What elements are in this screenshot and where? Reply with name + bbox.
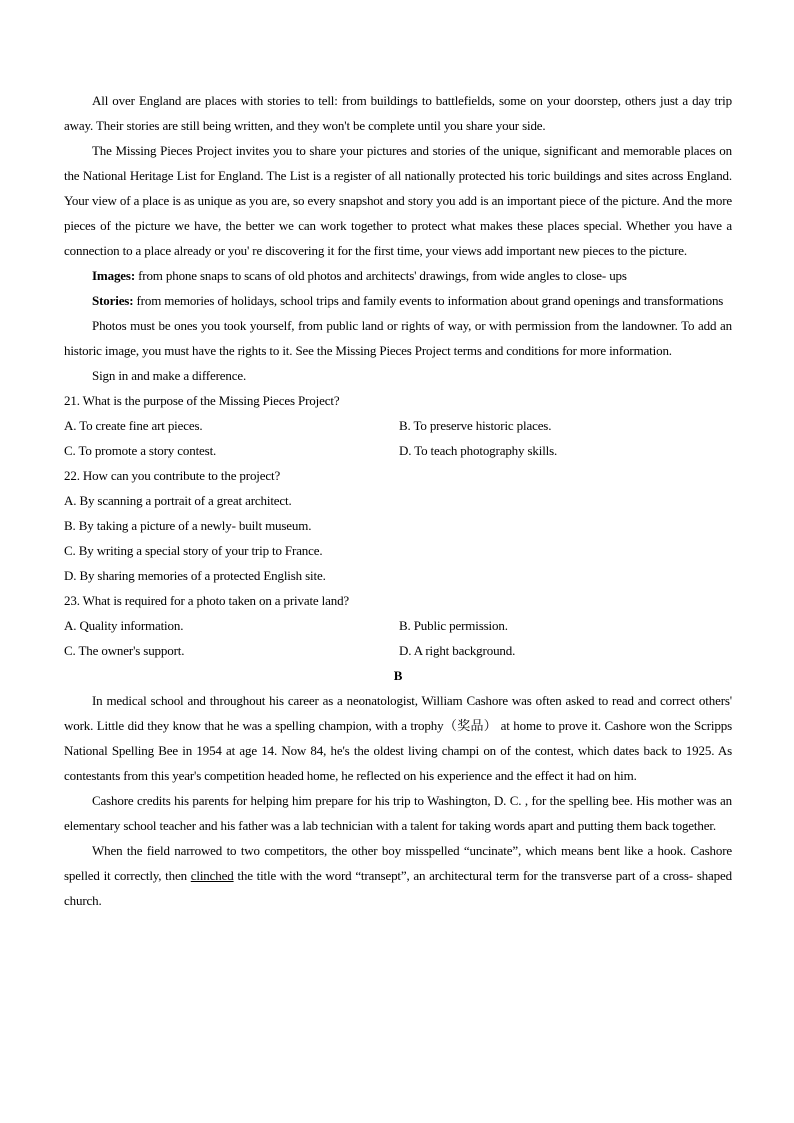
q22-option-b: B. By taking a picture of a newly- built museum.: [64, 518, 312, 533]
question-21-options-row-2: [64, 438, 732, 463]
passage-a-paragraph-2: The Missing Pieces Project invites you to share your pictures and stories of the unique, significant and memorable places on the National Heritage List for England. The List is a register of all nationally protected his toric buildings and sites across England. Your view of a place is as unique as you are, so every snapshot and story you add is an important piece of the picture. And the more pieces of the picture we have, the better we can work together to protect what makes these places special. Whether you have a connection to a place already or you' re discovering it for the first time, your views add important new pieces to the picture.: [64, 143, 732, 258]
q21-option-a: A. To create fine art pieces.: [64, 418, 203, 433]
p3-text-before: When the field narrowed to two competitors, the other boy misspelled “uncinate”, which means bent like a hook. Cashore spelled it correctly, then: [64, 843, 732, 883]
sign-in-line: Sign in and make a difference.: [92, 368, 247, 383]
q22-option-c: C. By writing a special story of your trip to France.: [64, 543, 323, 558]
photos-paragraph: Photos must be ones you took yourself, from public land or rights of way, or with permission from the landowner. To add an historic image, you must have the rights to it. See the Missing Pieces Project terms and conditions for more information.: [64, 318, 732, 358]
q23-option-c: C. The owner's support.: [64, 643, 185, 658]
q21-option-d: D. To teach photography skills.: [399, 443, 558, 458]
question-23-options-row-1: [64, 613, 732, 638]
passage-a-paragraph-1: All over England are places with stories to tell: from buildings to battlefields, some on your doorstep, others just a day trip away. Their stories are still being written, and they won't be complete until you share your side.: [64, 93, 732, 133]
underlined-word-clinched: clinched: [190, 868, 234, 883]
q23-option-b: B. Public permission.: [399, 618, 508, 633]
q22-option-a: A. By scanning a portrait of a great architect.: [64, 493, 292, 508]
passage-b-paragraph-1: In medical school and throughout his career as a neonatologist, William Cashore was often asked to read and correct others' work. Little did they know that he was a spelling champion, with a trophy（奖品） at home to prove it. Cashore won the Scripps National Spelling Bee in 1954 at age 14. Now 84, he's the oldest living champi on of the contest, which dates back to 1925. As contestants from this year's competition headed home, he reflected on his experience and the effect it had on him.: [64, 693, 732, 783]
p3-text-after: the title with the word “transept”, an architectural term for the transverse part of a cross- shaped church.: [64, 868, 732, 908]
question-21-options-row-1: [64, 413, 732, 438]
question-22-stem: 22. How can you contribute to the project?: [64, 468, 281, 483]
images-label: Images:: [92, 268, 135, 283]
q22-option-d: D. By sharing memories of a protected English site.: [64, 568, 326, 583]
stories-line: [64, 288, 732, 313]
q23-option-a: A. Quality information.: [64, 618, 184, 633]
q21-option-b: B. To preserve historic places.: [399, 418, 552, 433]
question-21-stem: 21. What is the purpose of the Missing Pieces Project?: [64, 393, 340, 408]
images-line: [64, 263, 732, 288]
section-b-title: B: [393, 668, 403, 683]
passage-b-paragraph-2: Cashore credits his parents for helping him prepare for his trip to Washington, D. C. , for the spelling bee. His mother was an elementary school teacher and his father was a lab technician with a talent for taking words apart and putting them back together.: [64, 793, 732, 833]
question-23-stem: 23. What is required for a photo taken on a private land?: [64, 593, 350, 608]
question-23-options-row-2: [64, 638, 732, 663]
stories-label: Stories:: [92, 293, 134, 308]
passage-b-paragraph-3: [64, 838, 732, 913]
document-page: [64, 88, 732, 913]
images-text: from phone snaps to scans of old photos and architects' drawings, from wide angles to close- ups: [135, 268, 627, 283]
stories-text: from memories of holidays, school trips and family events to information about grand openings and transformations: [133, 293, 724, 308]
q23-option-d: D. A right background.: [399, 643, 516, 658]
q21-option-c: C. To promote a story contest.: [64, 443, 217, 458]
